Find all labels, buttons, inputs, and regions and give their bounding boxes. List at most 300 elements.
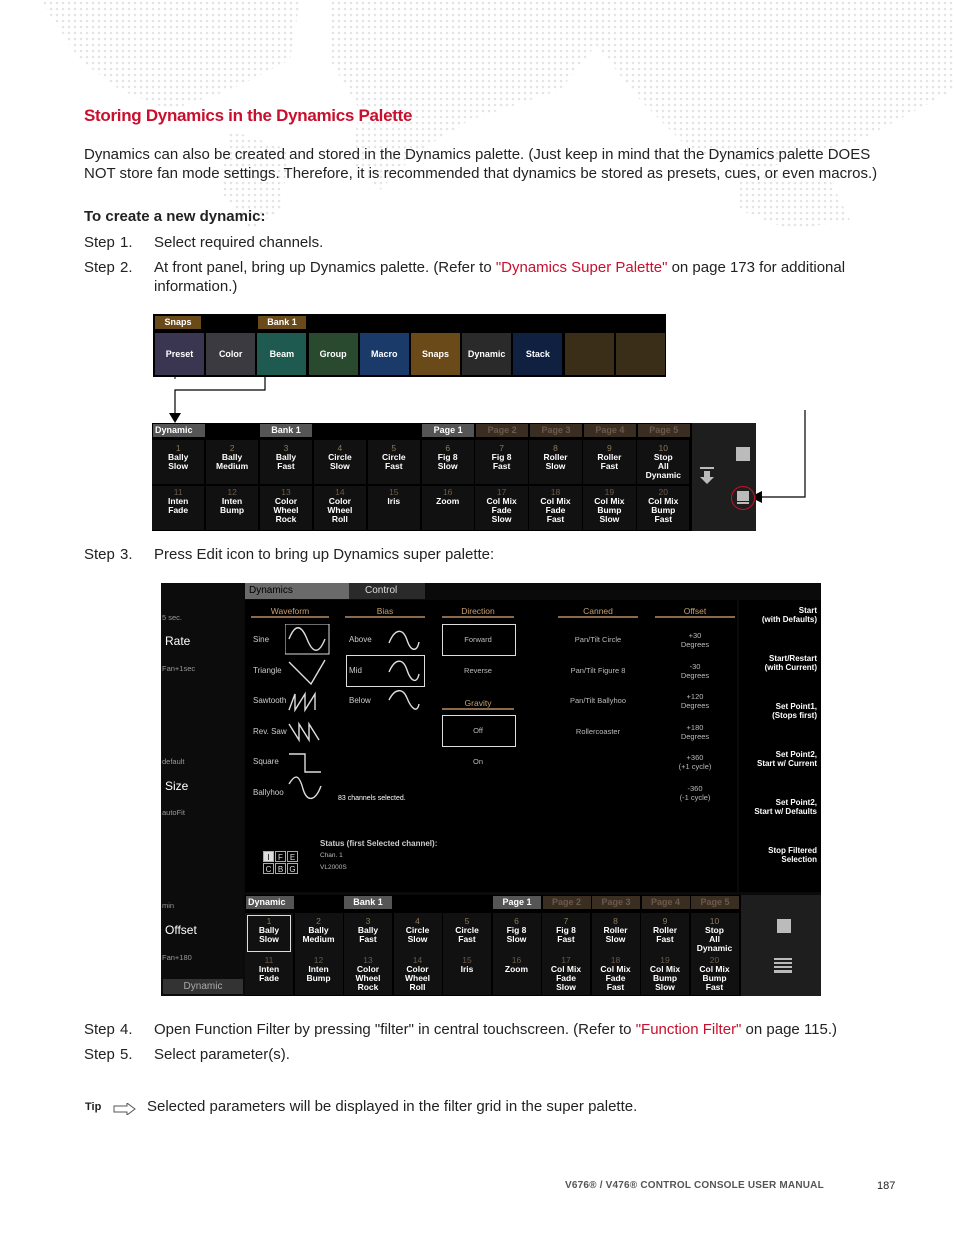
cell-label: Col Mix <box>648 496 679 506</box>
page-tab[interactable]: Page 5 <box>691 896 739 909</box>
palette-cell[interactable] <box>691 913 739 954</box>
subheading: To create a new dynamic: <box>84 208 266 225</box>
cell-label: Fade <box>259 973 279 983</box>
command-button[interactable] <box>757 750 817 768</box>
page-tab[interactable]: Page 5 <box>638 424 690 437</box>
palette-button[interactable]: Macro <box>360 333 409 375</box>
cell-number: 6 <box>445 443 451 453</box>
palette-cell[interactable] <box>295 954 343 995</box>
stop-square-icon[interactable] <box>736 447 750 461</box>
command-line: Set Point1, <box>775 702 817 711</box>
step-4: Step 4. Open Function Filter by pressing "filter" in central touchscreen. (Refer to "Function Filter" on page 115.) <box>84 1021 838 1038</box>
cell-number: 14 <box>335 487 345 497</box>
waveform-option[interactable]: Sawtooth <box>253 696 287 705</box>
link-dynamics-super-palette[interactable]: "Dynamics Super Palette" <box>495 259 668 276</box>
cell-number: 18 <box>550 487 561 497</box>
step-1: Step 1. Select required channels. <box>84 234 324 251</box>
command-line: Start w/ Defaults <box>754 807 817 816</box>
cell-label: Fast <box>606 982 625 992</box>
tab-bank[interactable]: Bank 1 <box>258 316 306 329</box>
cell-label: Col Mix <box>540 496 571 506</box>
command-line: Set Point2, <box>775 750 817 759</box>
palette-cell[interactable] <box>637 440 689 484</box>
cell-label: Color <box>356 964 380 974</box>
channels-selected: 83 channels selected. <box>338 795 406 802</box>
cell-label: Col Mix <box>699 964 730 974</box>
status-channel: Chan. 1 <box>320 852 343 859</box>
palette-cell[interactable] <box>583 486 635 530</box>
cell-label: Color <box>274 496 298 506</box>
cell-number: 17 <box>496 487 507 497</box>
palette-cell[interactable] <box>295 913 343 954</box>
palette-cell[interactable] <box>529 486 581 530</box>
page-tab[interactable]: Page 2 <box>476 424 528 437</box>
cell-label: Bally <box>258 925 280 935</box>
canned-header: Canned <box>558 606 638 618</box>
status-cell: F <box>275 851 286 862</box>
cell-label: Fade <box>491 505 512 515</box>
cell-label: Fig 8 <box>556 925 576 935</box>
cell-number: 2 <box>316 916 321 926</box>
cell-label: Fade <box>556 973 576 983</box>
gravity-on[interactable]: On <box>472 757 483 766</box>
command-line: Set Point2, <box>775 798 817 807</box>
page-tab[interactable]: Page 1 <box>493 896 541 909</box>
palette-cell[interactable] <box>475 440 527 484</box>
cell-label: Wheel <box>327 505 353 515</box>
cell-label: Fast <box>277 461 295 471</box>
cell-label: Bally <box>357 925 379 935</box>
status-cell: C <box>263 863 274 874</box>
dynamic-palette-screen <box>152 423 756 531</box>
cell-label: Fast <box>656 934 674 944</box>
palette-button[interactable]: Group <box>309 333 358 375</box>
link-function-filter[interactable]: "Function Filter" <box>635 1021 742 1038</box>
cell-label: Bump <box>702 973 727 983</box>
cell-label: Wheel <box>273 505 299 515</box>
palette-button[interactable]: Stack <box>513 333 562 375</box>
cell-label: Slow <box>655 982 675 992</box>
cell-number: 17 <box>561 955 571 965</box>
direction-reverse[interactable]: Reverse <box>464 666 492 675</box>
status-cell: B <box>275 863 286 874</box>
offset-bottom-label: Fan+180 <box>162 953 192 962</box>
palette-button[interactable]: Color <box>206 333 255 375</box>
cell-label: Circle <box>328 452 352 462</box>
rate-bottom-label: Fan+1sec <box>162 664 196 673</box>
command-button[interactable] <box>765 654 817 672</box>
cell-number: 19 <box>660 955 670 965</box>
cell-label: Fast <box>492 461 511 471</box>
direction-forward: Forward <box>464 635 492 644</box>
cell-number: 20 <box>658 487 669 497</box>
download-arrow-icon[interactable] <box>700 465 714 485</box>
bias-glyphs <box>385 628 425 723</box>
palette-cell[interactable] <box>368 440 420 484</box>
command-line: (Stops first) <box>772 711 817 720</box>
cell-label: Fast <box>546 514 565 524</box>
command-line: (with Current) <box>764 663 817 672</box>
palette-button[interactable]: Dynamic <box>462 333 511 375</box>
palette-cell[interactable] <box>641 954 689 995</box>
cell-number: 18 <box>610 955 621 965</box>
cell-label: Slow <box>506 934 527 944</box>
palette-button[interactable]: Beam <box>257 333 306 375</box>
cell-number: 15 <box>389 487 399 497</box>
cell-label: Roller <box>543 452 568 462</box>
waveform-glyphs <box>285 624 335 814</box>
page-tab[interactable]: Page 3 <box>592 896 640 909</box>
bias-header: Bias <box>345 606 425 618</box>
left-footer-dynamic: Dynamic <box>163 979 243 994</box>
rate-encoder[interactable]: Rate <box>165 634 191 648</box>
command-line: Selection <box>781 855 817 864</box>
cell-number: 7 <box>499 443 504 453</box>
page-number: 187 <box>877 1180 896 1192</box>
cell-label: All <box>709 934 720 944</box>
cell-label: Inten <box>168 496 189 506</box>
cell-number: 2 <box>229 443 235 453</box>
cell-label: Medium <box>302 934 335 944</box>
page-tab[interactable]: Page 2 <box>543 896 591 909</box>
cell-label: Roller <box>597 452 622 462</box>
palette-cell[interactable] <box>422 486 474 530</box>
cell-number: 20 <box>709 955 720 965</box>
page-tab[interactable]: Page 1 <box>422 424 474 437</box>
palette-button[interactable]: Preset <box>155 333 204 375</box>
cell-label: Bally <box>168 452 189 462</box>
cell-number: 8 <box>553 443 558 453</box>
size-bottom-label: autoFit <box>162 808 185 817</box>
cell-label: Wheel <box>404 973 431 983</box>
cell-label: Circle <box>381 452 406 462</box>
palette-cell[interactable] <box>691 954 739 995</box>
canned-option[interactable]: Pan/Tilt Figure 8 <box>570 665 626 675</box>
palette-cell[interactable] <box>344 954 392 995</box>
status-fixture: VL2000S <box>320 864 347 871</box>
side-controls <box>692 423 756 531</box>
cell-label: Inten <box>221 496 243 506</box>
cell-number: 9 <box>662 916 668 926</box>
offset-encoder[interactable]: Offset <box>165 923 197 937</box>
cell-label: Fast <box>359 934 377 944</box>
step-2: Step 2. At front panel, bring up Dynamics palette. (Refer to "Dynamics Super Palette" on page 173 for additional information.) <box>84 259 846 295</box>
cell-label: Iris <box>460 964 474 974</box>
palette-cell[interactable] <box>542 954 590 995</box>
edit-icon-highlight[interactable] <box>731 486 755 510</box>
cell-label: Stop <box>705 925 724 935</box>
cell-label: Zoom <box>436 496 460 506</box>
cell-number: 4 <box>337 443 343 453</box>
tab-dynamics[interactable]: Dynamics <box>245 583 349 599</box>
palette-cell[interactable] <box>493 913 541 954</box>
cell-label: Fade <box>168 505 189 515</box>
cell-label: Rock <box>357 982 379 992</box>
cell-number: 19 <box>604 487 615 497</box>
palette-screen-1 <box>153 314 666 377</box>
cell-label: Slow <box>491 514 512 524</box>
palette-cell[interactable] <box>260 440 312 484</box>
cell-number: 16 <box>442 487 453 497</box>
palette-cell[interactable] <box>637 486 689 530</box>
palette-button[interactable] <box>565 333 614 375</box>
cell-label: Bally <box>221 452 243 462</box>
cell-label: Zoom <box>504 964 529 974</box>
palette-cell[interactable] <box>245 954 293 995</box>
palette-cell[interactable] <box>394 913 442 954</box>
command-button[interactable] <box>772 702 817 720</box>
offset-option[interactable] <box>655 723 735 741</box>
cell-label: Fig 8 <box>506 925 527 935</box>
intro-paragraph: Dynamics can also be created and stored in the Dynamics palette. (Just keep in mind that the Dynamics palette DOES NOT store fan mode settings. Therefore, it is recommended that dynamics be stored as presets, cues, or even macros.) <box>84 146 878 182</box>
offset-option[interactable] <box>655 662 735 680</box>
palette-cell[interactable] <box>443 913 491 954</box>
offset-option-line: Degrees <box>680 701 710 710</box>
cell-label: Fig 8 <box>491 452 512 462</box>
stop-square-icon[interactable] <box>777 919 791 933</box>
waveform-option[interactable]: Rev. Saw <box>253 726 287 736</box>
cell-number: 5 <box>464 916 470 926</box>
offset-option-line: Degrees <box>680 731 710 741</box>
cell-label: Col Mix <box>486 496 517 506</box>
left-parameter-column <box>161 583 243 996</box>
cell-label: Wheel <box>355 973 381 983</box>
offset-option-line: +30 <box>688 631 702 640</box>
cell-number: 16 <box>511 955 522 965</box>
cell-label: Slow <box>545 461 566 471</box>
offset-option-line: +180 <box>686 722 704 732</box>
offset-option[interactable] <box>655 784 735 802</box>
offset-option-line: +360 <box>686 753 704 762</box>
canned-option[interactable]: Pan/Tilt Circle <box>574 635 622 644</box>
palette-title: Dynamic <box>153 424 205 437</box>
cell-label: Iris <box>387 496 401 506</box>
offset-option-line: -360 <box>687 783 703 793</box>
offset-option-line: (-1 cycle) <box>679 792 711 802</box>
palette-cell[interactable] <box>314 486 366 530</box>
cell-number: 15 <box>462 955 472 965</box>
command-line: Stop Filtered <box>768 846 817 855</box>
size-encoder[interactable]: Size <box>165 779 189 793</box>
palette-cell[interactable] <box>206 486 258 530</box>
command-button[interactable] <box>762 606 817 624</box>
cell-label: Roll <box>331 514 348 524</box>
palette-cell[interactable] <box>206 440 258 484</box>
command-line: Start/Restart <box>768 654 817 663</box>
gravity-header: Gravity <box>442 698 514 710</box>
palette-cell[interactable] <box>344 913 392 954</box>
cell-label: Color <box>328 496 351 506</box>
cell-number: 12 <box>313 955 324 965</box>
tip-arrow-icon <box>113 1103 137 1115</box>
cell-number: 11 <box>264 955 274 965</box>
list-lines-icon[interactable] <box>774 958 792 974</box>
cell-label: Bump <box>306 973 331 983</box>
cell-number: 3 <box>365 916 371 926</box>
offset-top-label: min <box>162 901 175 910</box>
status-cell: G <box>287 863 298 874</box>
status-grid <box>263 851 299 875</box>
palette-cell[interactable] <box>592 954 640 995</box>
palette-cell[interactable] <box>542 913 590 954</box>
waveform-option[interactable]: Square <box>253 757 279 766</box>
dynamics-main-area <box>245 600 737 892</box>
page-tab[interactable]: Page 3 <box>530 424 582 437</box>
cell-label: Fast <box>385 461 403 471</box>
cell-label: Roller <box>603 925 628 935</box>
cell-label: Col Mix <box>550 964 582 974</box>
cell-label: Slow <box>329 461 350 471</box>
cell-number: 7 <box>563 916 569 926</box>
cell-number: 12 <box>227 487 237 497</box>
cell-number: 10 <box>658 443 669 453</box>
cell-number: 10 <box>709 916 720 926</box>
size-top-label: default <box>162 757 185 766</box>
step-3: Step 3. Press Edit icon to bring up Dynamics super palette: <box>84 546 495 563</box>
cell-number: 6 <box>514 916 519 926</box>
palette-cell[interactable] <box>260 486 312 530</box>
page-tab[interactable]: Page 4 <box>642 896 690 909</box>
palette-cell[interactable] <box>152 486 204 530</box>
bottom-side-controls <box>741 895 821 996</box>
cell-number: 4 <box>415 916 420 926</box>
status-label: Status (first Selected channel): <box>320 839 438 848</box>
palette-cell[interactable] <box>394 954 442 995</box>
offset-header: Offset <box>655 606 735 618</box>
cell-label: Dynamic <box>645 470 681 480</box>
cell-label: Roll <box>409 982 426 992</box>
offset-option-line: +120 <box>686 692 704 701</box>
cell-number: 9 <box>607 443 612 453</box>
palette-cell[interactable] <box>152 440 204 484</box>
cell-label: Slow <box>407 934 428 944</box>
cell-label: Fade <box>545 505 566 515</box>
cell-number: 13 <box>363 955 373 965</box>
right-command-column <box>739 600 821 892</box>
cell-label: Fig 8 <box>437 452 458 462</box>
canned-option[interactable]: Pan/Tilt Ballyhoo <box>569 696 626 705</box>
cell-label: All <box>657 461 669 471</box>
cell-label: Color <box>406 964 429 974</box>
cell-label: Bump <box>220 505 245 515</box>
palette-cell[interactable] <box>583 440 635 484</box>
command-button[interactable] <box>768 846 817 864</box>
step-5: Step 5. Select parameter(s). <box>84 1046 290 1063</box>
cell-label: Fast <box>654 514 673 524</box>
cell-number: 14 <box>412 955 423 965</box>
tab-snaps[interactable]: Snaps <box>155 316 201 329</box>
command-line: (with Defaults) <box>761 615 817 624</box>
palette-cell[interactable] <box>529 440 581 484</box>
offset-option[interactable] <box>655 631 735 649</box>
cell-number: 1 <box>175 443 181 453</box>
palette-cell[interactable] <box>443 954 491 995</box>
direction-header: Direction <box>442 606 514 618</box>
palette-cell[interactable] <box>641 913 689 954</box>
palette-cell[interactable] <box>314 440 366 484</box>
cell-label: Slow <box>168 461 189 471</box>
command-button[interactable] <box>754 798 817 816</box>
bias-option[interactable]: Below <box>349 696 371 705</box>
cell-label: Fast <box>458 934 476 944</box>
palette-cell[interactable] <box>475 486 527 530</box>
palette-cell[interactable] <box>422 440 474 484</box>
cell-label: Fast <box>557 934 575 944</box>
cell-number: 11 <box>173 487 183 497</box>
tip-label: Tip <box>85 1101 102 1113</box>
palette-button[interactable]: Snaps <box>411 333 460 375</box>
gravity-off: Off <box>473 726 483 735</box>
cell-label: Circle <box>405 925 430 935</box>
cell-label: Fade <box>605 973 626 983</box>
page-tab[interactable]: Page 4 <box>584 424 636 437</box>
cell-label: Inten <box>258 964 280 974</box>
cell-number: 8 <box>613 916 618 926</box>
bias-option[interactable]: Above <box>349 635 372 644</box>
bank-tab[interactable]: Bank 1 <box>260 424 312 437</box>
bias-option[interactable]: Mid <box>349 665 362 675</box>
cell-label: Slow <box>556 982 576 992</box>
cell-label: Dynamic <box>696 943 733 953</box>
cell-label: Slow <box>259 934 279 944</box>
dynamics-super-palette <box>161 583 821 996</box>
palette-button[interactable] <box>616 333 665 375</box>
canned-option[interactable]: Rollercoaster <box>575 726 621 736</box>
command-line: Start <box>798 606 817 615</box>
offset-option[interactable] <box>655 692 735 710</box>
offset-option-line: Degrees <box>680 640 710 649</box>
cell-label: Bump <box>597 505 622 515</box>
waveform-option[interactable]: Triangle <box>253 665 282 675</box>
cell-number: 3 <box>283 443 289 453</box>
cell-label: Circle <box>455 925 479 935</box>
cell-label: Bump <box>651 505 676 515</box>
offset-option-line: (+1 cycle) <box>678 762 712 771</box>
cell-label: Bally <box>275 452 297 462</box>
cell-label: Slow <box>605 934 626 944</box>
waveform-option[interactable]: Sine <box>253 635 270 644</box>
palette-cell[interactable] <box>493 954 541 995</box>
cell-label: Rock <box>275 514 297 524</box>
cell-label: Bally <box>308 925 329 935</box>
tab-control[interactable]: Control <box>349 583 425 599</box>
offset-option-line: Degrees <box>680 670 710 680</box>
cell-label: Col Mix <box>594 496 625 506</box>
waveform-option[interactable]: Ballyhoo <box>253 787 284 797</box>
offset-option-line: -30 <box>689 661 701 671</box>
cell-label: Fast <box>600 461 619 471</box>
cell-number: 13 <box>281 487 291 497</box>
cell-label: Slow <box>599 514 620 524</box>
palette-cell[interactable] <box>245 913 293 954</box>
rate-top-label: 5 sec. <box>162 613 183 622</box>
cell-label: Roller <box>652 925 678 935</box>
palette-cell[interactable] <box>368 486 420 530</box>
palette-cell[interactable] <box>592 913 640 954</box>
section-heading: Storing Dynamics in the Dynamics Palette <box>84 106 413 125</box>
palette-title: Dynamic <box>246 896 294 909</box>
command-line: Start w/ Current <box>756 759 817 768</box>
footer-title: V676® / V476® CONTROL CONSOLE USER MANUAL <box>565 1180 824 1191</box>
offset-option[interactable] <box>655 753 735 771</box>
cell-label: Stop <box>653 452 673 462</box>
tip-text: Selected parameters will be displayed in the filter grid in the super palette. <box>147 1098 638 1115</box>
cell-label: Col Mix <box>649 964 681 974</box>
bottom-dynamic-palette <box>245 895 821 996</box>
waveform-header: Waveform <box>251 606 329 618</box>
bank-tab[interactable]: Bank 1 <box>344 896 392 909</box>
cell-label: Medium <box>216 461 249 471</box>
